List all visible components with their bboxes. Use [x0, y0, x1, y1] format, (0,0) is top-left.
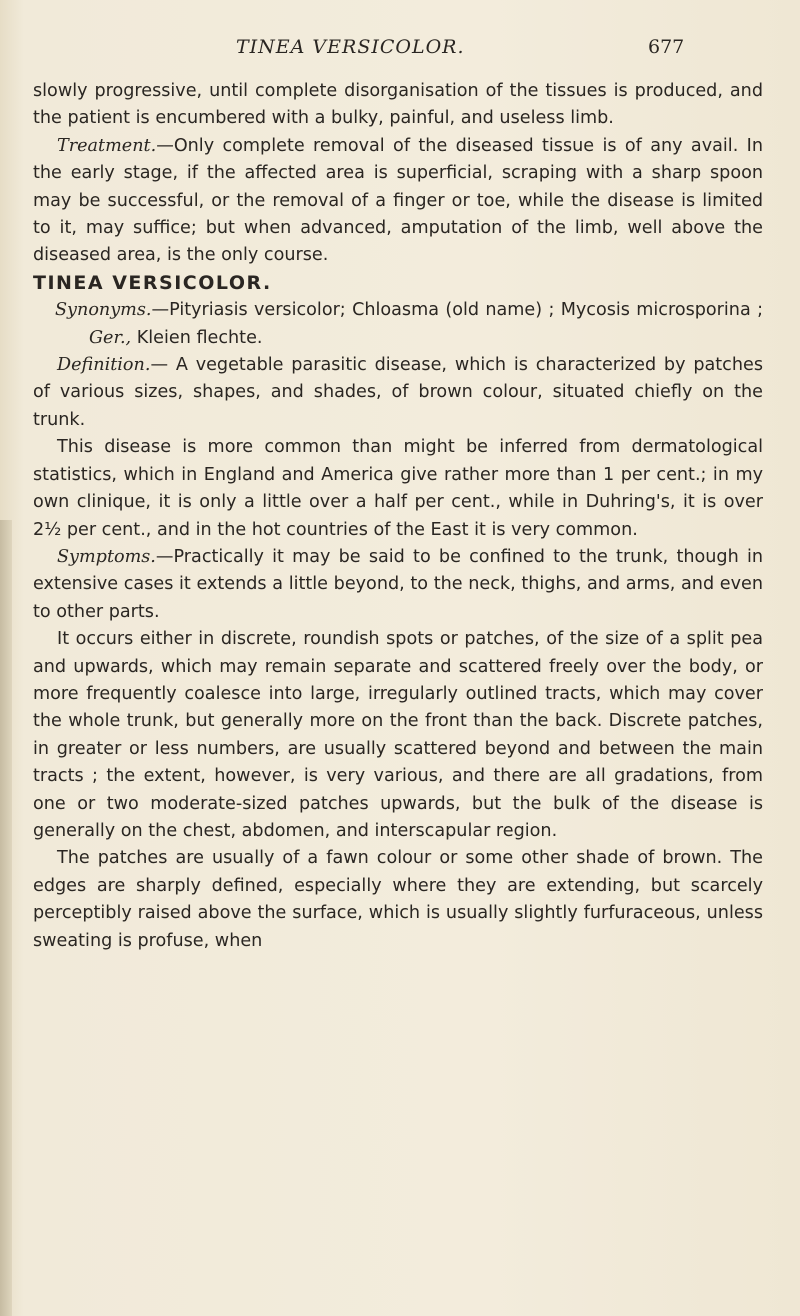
running-head	[0, 36, 800, 60]
synonyms-text-b: Kleien flechte.	[131, 327, 263, 348]
definition-text: — A vegetable parasitic disease, which is characterized by patches of various sizes, shapes, and shades, of brown colour, situated chiefly on the trunk.	[33, 355, 763, 430]
definition-label: Definition.	[57, 355, 151, 376]
body-text	[33, 78, 763, 955]
paragraph-synonyms	[33, 297, 763, 352]
paragraph-symptoms	[33, 544, 763, 626]
page-number: 677	[648, 36, 685, 58]
treatment-text: —Only complete removal of the diseased tissue is of any avail. In the early stage, if the affected area is superficial, scraping with a sharp spoon may be successful, or the removal of a finger or toe, while the disease is limited to it, may suffice; but when advanced, amputation of the limb, well above the diseased area, is the only course.	[33, 135, 763, 266]
paragraph-continued: slowly progressive, until complete disorganisation of the tissues is produced, and the patient is encumbered with a bulky, painful, and useless limb.	[33, 81, 763, 129]
paragraph-definition	[33, 352, 763, 434]
page-gutter-shadow	[0, 520, 12, 1316]
paragraph-appearance: The patches are usually of a fawn colour or some other shade of brown. The edges are sharply defined, especially where they are extending, but scarcely perceptibly raised above the surface, which is usually slightly furfuraceous, unless sweating is profuse, when	[33, 848, 763, 951]
running-title: TINEA VERSICOLOR.	[236, 36, 465, 58]
symptoms-text: —Practically it may be said to be confined to the trunk, though in extensive cases it extends a little beyond, to the neck, thighs, and arms, and even to other parts.	[33, 546, 763, 622]
symptoms-label: Symptoms.	[57, 546, 156, 567]
paragraph-treatment	[33, 133, 763, 270]
paragraph-prevalence: This disease is more common than might be inferred from dermatological statistics, which in England and America give rather more than 1 per cent.; in my own clinique, it is only a little over a half per cent., while in Duhring's, it is over 2½ per cent., and in the hot countries of the East it is very common.	[33, 437, 763, 540]
treatment-label: Treatment.	[57, 135, 157, 156]
synonyms-text-a: —Pityriasis versicolor; Chloasma (old name) ; Mycosis microsporina ;	[151, 300, 763, 321]
paragraph-distribution: It occurs either in discrete, roundish spots or patches, of the size of a split pea and upwards, which may remain separate and scattered freely over the body, or more frequently coalesce into large, irregularly outlined tracts, which may cover the whole trunk, but generally more on the front than the back. Discrete patches, in greater or less numbers, are usually scattered beyond and between the main tracts ; the extent, however, is very various, and there are all gradations, from one or two moderate-sized patches upwards, but the bulk of the disease is generally on the chest, abdomen, and interscapular region.	[33, 629, 763, 841]
synonyms-label: Synonyms.	[55, 300, 152, 321]
synonyms-ger: Ger.,	[89, 327, 132, 348]
section-heading: TINEA VERSICOLOR.	[33, 271, 272, 294]
